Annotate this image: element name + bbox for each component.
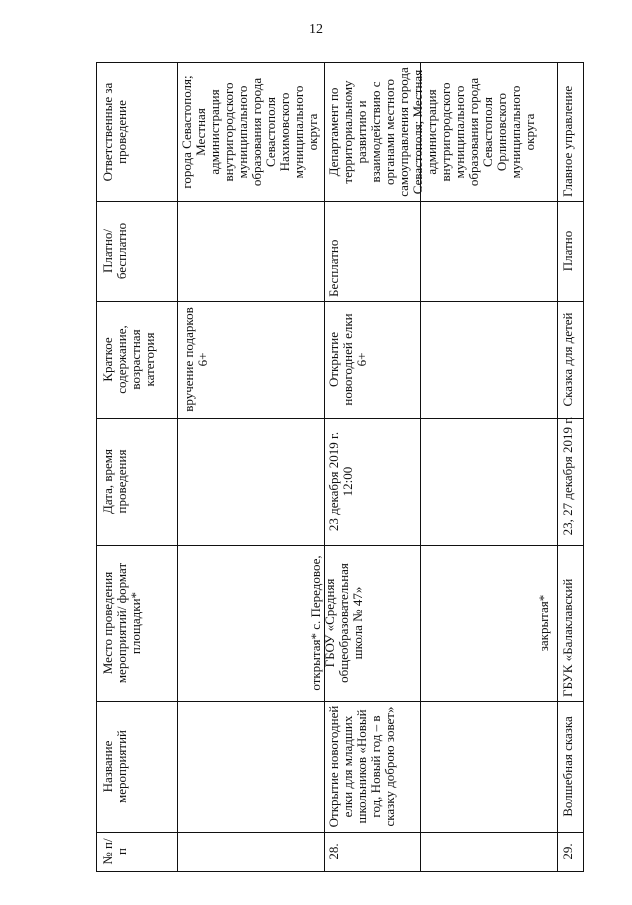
row-28-responsible: Департамент по территориальному развитию и взаимодействию с органами местного самоуправления города Севастополя; Местная администрация внутригородского муниципального образования города Севастополя Орлиновского муниципального округа (326, 67, 537, 197)
row-continuation-content: вручение подарков 6+ (181, 307, 210, 412)
row-28-name: Открытие новогодней елки для младших школьников «Новый год, Новый год – в сказку доброю зовет» (326, 705, 397, 828)
row-29-place: ГБУК «Балаклавский (560, 578, 575, 697)
row-28b-place: закрытая* (536, 594, 551, 652)
row-29-content: Сказка для детей (560, 312, 575, 407)
table-border (97, 832, 583, 833)
row-28-place-format: открытая* с. Передовое, ГБОУ «Средняя общеобразовательная школа № 47» (308, 555, 365, 691)
row-29-paid: Платно (560, 230, 575, 272)
header-content: Краткое содержание, возрастная категория (100, 325, 157, 394)
header-responsible: Ответственные за проведение (100, 82, 129, 182)
row-28-date: 23 декабря 2019 г. 12:00 (326, 431, 355, 532)
table-border (324, 63, 325, 871)
table-border (97, 418, 583, 419)
events-table (96, 62, 584, 872)
table-border (97, 301, 583, 302)
row-28-place (309, 549, 420, 697)
table-border (557, 63, 558, 871)
header-paid: Платно/ бесплатно (100, 222, 129, 280)
row-29-name: Волшебная сказка (560, 716, 575, 817)
table-border (97, 701, 583, 702)
row-29-num: 29. (560, 843, 575, 860)
header-date: Дата, время проведения (100, 448, 129, 515)
table-border (97, 201, 583, 202)
header-place: Место проведения мероприятий/ формат площадки* (100, 562, 143, 684)
row-28-num: 28. (326, 843, 341, 860)
row-28-paid: Бесплатно (326, 239, 341, 297)
header-num: № п/п (100, 838, 129, 865)
page-number: 12 (309, 22, 323, 37)
row-29-responsible: Главное управление (560, 85, 575, 197)
header-name: Название мероприятий (100, 730, 129, 803)
row-28-content: Открытие новогодней елки 6+ (326, 313, 369, 406)
row-29-date: 23, 27 декабря 2019 г. (560, 416, 575, 536)
table-border (97, 545, 583, 546)
table-border (177, 63, 178, 871)
row-continuation-responsible: города Севастополя; Местная администрация внутригородского муниципального образования города Севастополя Нахимовского муниципального округа (179, 75, 320, 189)
